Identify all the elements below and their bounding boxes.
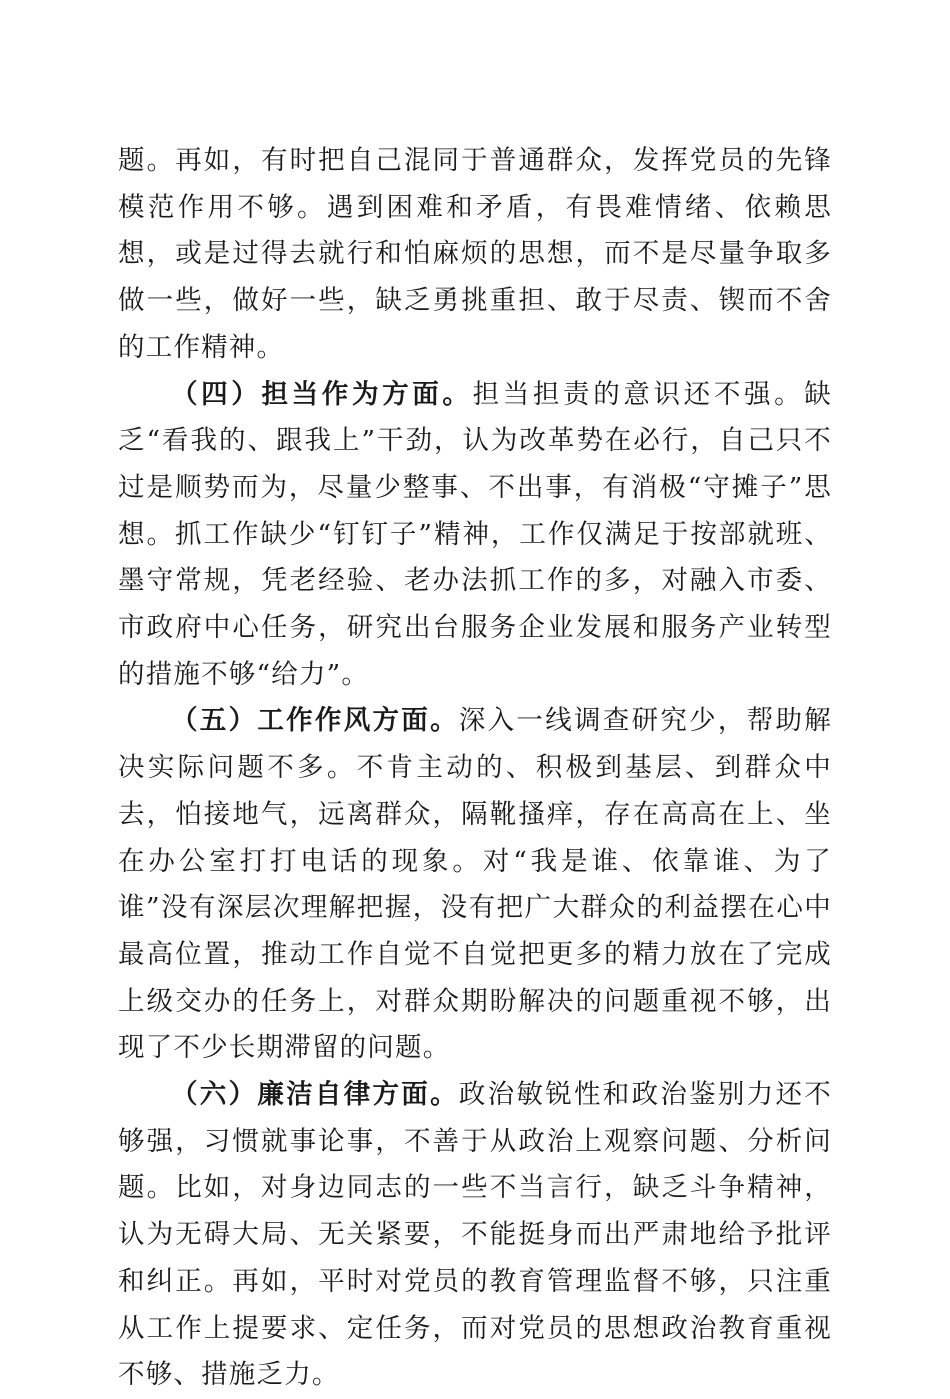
document-page (118, 138, 832, 1399)
paragraph-work-style (118, 698, 832, 1072)
paragraph-body: 政治敏锐性和政治鉴别力还不够强，习惯就事论事，不善于从政治上观察问题、分析问题。比如，对身边同志的一些不当言行，缺乏斗争精神，认为无碍大局、无关紧要，不能挺身而出严肃地给予批评和纠正。再如，平时对党员的教育管理监督不够，只注重从工作上提要求、定任务，而对党员的思想政治教育重视不够、措施乏力。 (118, 1079, 832, 1391)
paragraph-heading: （五）工作作风方面。 (171, 705, 459, 737)
paragraph-continuation (118, 138, 832, 372)
paragraph-responsibility (118, 372, 832, 699)
paragraph-heading: （六）廉洁自律方面。 (171, 1079, 459, 1111)
paragraph-integrity (118, 1072, 832, 1399)
paragraph-heading: （四）担当作为方面。 (171, 378, 473, 410)
paragraph-body: 题。再如，有时把自己混同于普通群众，发挥党员的先锋模范作用不够。遇到困难和矛盾，有畏难情绪、依赖思想，或是过得去就行和怕麻烦的思想，而不是尽量争取多做一些，做好一些，缺乏勇挑重担、敢于尽责、锲而不舍的工作精神。 (118, 145, 832, 363)
paragraph-body: 担当担责的意识还不强。缺乏“看我的、跟我上”干劲，认为改革势在必行，自己只不过是顺势而为，尽量少整事、不出事，有消极“守摊子”思想。抓工作缺少“钉钉子”精神，工作仅满足于按部就班、墨守常规，凭老经验、老办法抓工作的多，对融入市委、市政府中心任务，研究出台服务企业发展和服务产业转型的措施不够“给力”。 (118, 378, 833, 690)
paragraph-body: 深入一线调查研究少，帮助解决实际问题不多。不肯主动的、积极到基层、到群众中去，怕接地气，远离群众，隔靴搔痒，存在高高在上、坐在办公室打打电话的现象。对“我是谁、依靠谁、为了谁”没有深层次理解把握，没有把广大群众的利益摆在心中最高位置，推动工作自觉不自觉把更多的精力放在了完成上级交办的任务上，对群众期盼解决的问题重视不够，出现了不少长期滞留的问题。 (118, 705, 832, 1064)
